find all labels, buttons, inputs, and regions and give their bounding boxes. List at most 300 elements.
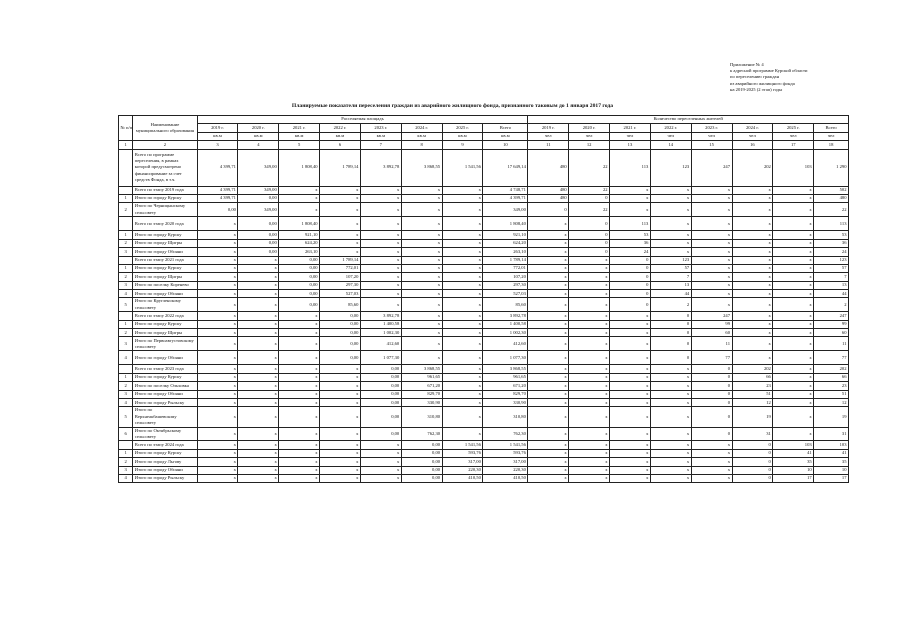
table-cell: x	[238, 337, 279, 351]
table-cell: 7	[650, 273, 691, 281]
table-cell: 103	[773, 149, 814, 186]
table-cell: 0	[569, 248, 610, 256]
table-cell: 13	[814, 281, 849, 289]
table-cell: 22	[814, 203, 849, 217]
table-cell: 0	[732, 441, 773, 449]
table-cell: x	[197, 264, 238, 272]
row-name: Всего по этапу 2022 года	[133, 312, 197, 320]
column-number: 8	[401, 141, 442, 149]
table-cell: x	[569, 399, 610, 407]
table-total-row	[119, 256, 849, 264]
table-cell: x	[691, 264, 732, 272]
table-cell: x	[442, 298, 483, 312]
table-cell: 593,76	[442, 449, 483, 457]
table-cell: 0	[610, 273, 651, 281]
table-cell: x	[320, 441, 361, 449]
table-cell: 24	[814, 248, 849, 256]
table-cell: x	[732, 329, 773, 337]
residents-unit-header: чел	[569, 132, 610, 140]
table-cell: x	[238, 399, 279, 407]
table-cell: x	[773, 373, 814, 381]
table-row	[119, 329, 849, 337]
table-cell: x	[197, 449, 238, 457]
area-unit-header: кв.м	[279, 132, 320, 140]
table-cell: x	[442, 390, 483, 398]
column-number: 9	[442, 141, 483, 149]
table-cell: 2	[650, 298, 691, 312]
table-cell: x	[279, 373, 320, 381]
table-cell: 0	[610, 264, 651, 272]
table-cell: x	[197, 427, 238, 441]
table-cell: x	[569, 475, 610, 483]
table-cell: x	[732, 320, 773, 328]
table-cell: x	[320, 365, 361, 373]
table-cell: x	[650, 365, 691, 373]
table-cell: x	[442, 256, 483, 264]
table-cell: x	[610, 320, 651, 328]
row-name: Итого по городу Курску	[133, 320, 197, 328]
column-number: 11	[528, 141, 569, 149]
table-cell: x	[691, 194, 732, 202]
table-cell: 772,01	[483, 264, 528, 272]
area-unit-header: кв.м	[197, 132, 238, 140]
table-cell: x	[773, 264, 814, 272]
row-name: Итого по городу Курску	[133, 194, 197, 202]
table-cell: x	[732, 290, 773, 298]
area-year-header: 2021 г.	[279, 124, 320, 132]
table-cell: x	[528, 382, 569, 390]
table-cell: x	[773, 365, 814, 373]
table-cell: 247	[691, 312, 732, 320]
table-cell: x	[279, 399, 320, 407]
table-cell: 480	[528, 186, 569, 194]
table-cell: 11	[814, 337, 849, 351]
table-cell: x	[320, 186, 361, 194]
table-cell: 103	[814, 441, 849, 449]
header-years-row	[119, 124, 849, 132]
table-cell: x	[773, 298, 814, 312]
table-cell: 3 868,55	[483, 365, 528, 373]
table-cell: 0	[691, 373, 732, 381]
table-cell: 0	[691, 382, 732, 390]
table-cell: 502	[814, 186, 849, 194]
table-cell: x	[650, 475, 691, 483]
row-name: Итого по городу Льгову	[133, 458, 197, 466]
table-cell: 23	[814, 382, 849, 390]
row-name: Итого по городу Курску	[133, 373, 197, 381]
table-cell: 961,65	[401, 373, 442, 381]
table-cell: 0,00	[320, 312, 361, 320]
row-num: 2	[119, 239, 133, 247]
table-cell: 247	[691, 149, 732, 186]
row-num: 2	[119, 382, 133, 390]
table-cell: 60	[691, 329, 732, 337]
appendix-line: из аварийного жилищного фонда	[730, 80, 795, 86]
column-number: 6	[320, 141, 361, 149]
table-cell: x	[691, 475, 732, 483]
table-cell: 480	[814, 194, 849, 202]
table-cell: x	[197, 217, 238, 231]
table-cell: x	[691, 290, 732, 298]
table-cell: x	[360, 475, 401, 483]
table-cell: x	[197, 458, 238, 466]
table-cell: 921,10	[483, 231, 528, 239]
table-cell: 0	[569, 194, 610, 202]
table-cell: x	[650, 203, 691, 217]
table-cell: 0	[691, 390, 732, 398]
table-cell: 480	[528, 194, 569, 202]
row-name: Итого по городу Курску	[133, 231, 197, 239]
table-cell: x	[569, 427, 610, 441]
table-cell: 0,00	[238, 248, 279, 256]
table-cell: x	[320, 458, 361, 466]
table-total-row	[119, 365, 849, 373]
table-cell: x	[320, 248, 361, 256]
table-cell: 349,00	[483, 203, 528, 217]
table-cell: 31	[732, 427, 773, 441]
table-cell: 24	[610, 248, 651, 256]
table-cell: x	[569, 390, 610, 398]
table-cell: x	[197, 373, 238, 381]
area-year-header: Всего	[483, 124, 528, 132]
residents-year-header: 2025 г.	[773, 124, 814, 132]
table-cell: 0,00	[401, 458, 442, 466]
table-cell: x	[528, 373, 569, 381]
row-num: 3	[119, 337, 133, 351]
table-cell: x	[401, 273, 442, 281]
table-cell: x	[691, 186, 732, 194]
table-cell: 297,30	[320, 281, 361, 289]
table-cell: 527,03	[483, 290, 528, 298]
table-cell: x	[320, 427, 361, 441]
table-cell: 51	[814, 390, 849, 398]
table-cell: x	[773, 203, 814, 217]
table-cell: x	[610, 449, 651, 457]
table-cell: 19	[732, 407, 773, 427]
residents-year-header: 2019 г.	[528, 124, 569, 132]
table-cell: 1 002,30	[360, 329, 401, 337]
table-cell: 0	[732, 449, 773, 457]
table-cell: x	[442, 407, 483, 427]
table-cell: 10	[814, 466, 849, 474]
table-cell: x	[528, 399, 569, 407]
table-cell: 36	[610, 239, 651, 247]
table-cell: x	[279, 449, 320, 457]
table-cell: x	[650, 466, 691, 474]
table-cell: x	[691, 231, 732, 239]
row-name: Итого по городу Обояни	[133, 466, 197, 474]
table-cell: x	[528, 427, 569, 441]
table-cell: x	[279, 186, 320, 194]
row-name: Итого по Первоавгустовскому сельсовету	[133, 337, 197, 351]
table-cell: x	[442, 312, 483, 320]
table-cell: x	[360, 217, 401, 231]
table-cell: 0,00	[401, 466, 442, 474]
table-cell: 123	[650, 256, 691, 264]
table-cell: x	[650, 194, 691, 202]
table-cell: x	[691, 256, 732, 264]
table-cell: 99	[691, 320, 732, 328]
row-name: Итого по городу Обояни	[133, 290, 197, 298]
table-cell: 317,00	[442, 458, 483, 466]
table-cell: x	[732, 248, 773, 256]
table-cell: x	[732, 239, 773, 247]
header-units-row	[119, 132, 849, 140]
table-cell: x	[610, 458, 651, 466]
table-cell: 4 399,71	[483, 194, 528, 202]
table-cell: 22	[569, 203, 610, 217]
table-cell: 3 868,55	[401, 365, 442, 373]
table-cell: x	[238, 273, 279, 281]
table-cell: 349,00	[238, 149, 279, 186]
table-cell: x	[569, 298, 610, 312]
table-cell: x	[442, 281, 483, 289]
table-cell: 53	[610, 231, 651, 239]
table-cell: 202	[732, 365, 773, 373]
table-cell: x	[691, 273, 732, 281]
table-cell: 0,00	[360, 407, 401, 427]
table-cell: 31	[814, 427, 849, 441]
table-cell: 921,10	[279, 231, 320, 239]
row-name: Всего по этапу 2020 года	[133, 217, 197, 231]
table-total-row	[119, 149, 849, 186]
table-cell: x	[401, 256, 442, 264]
table-cell: x	[238, 320, 279, 328]
table-cell: 0	[691, 365, 732, 373]
table-row	[119, 399, 849, 407]
table-cell: 107,20	[320, 273, 361, 281]
table-cell: x	[238, 312, 279, 320]
column-number: 14	[650, 141, 691, 149]
column-number: 2	[133, 141, 197, 149]
residents-unit-header: чел	[814, 132, 849, 140]
table-cell: x	[238, 441, 279, 449]
table-cell: x	[360, 203, 401, 217]
table-cell: x	[360, 186, 401, 194]
column-number: 3	[197, 141, 238, 149]
row-num: 1	[119, 449, 133, 457]
table-cell: x	[197, 256, 238, 264]
table-cell: 0,00	[401, 449, 442, 457]
row-num: 4	[119, 351, 133, 365]
table-row	[119, 337, 849, 351]
table-cell: 53	[814, 231, 849, 239]
table-cell: 1 808,40	[483, 217, 528, 231]
residents-unit-header: чел	[650, 132, 691, 140]
table-cell: x	[773, 290, 814, 298]
table-cell: x	[238, 390, 279, 398]
table-row	[119, 194, 849, 202]
table-cell: 113	[610, 217, 651, 231]
table-cell: x	[279, 337, 320, 351]
table-cell: x	[401, 194, 442, 202]
table-cell: x	[691, 466, 732, 474]
table-cell: x	[569, 256, 610, 264]
area-year-header: 2022 г.	[320, 124, 361, 132]
table-cell: x	[773, 382, 814, 390]
table-cell: x	[197, 248, 238, 256]
table-cell: x	[197, 231, 238, 239]
table-cell: x	[442, 186, 483, 194]
table-row	[119, 248, 849, 256]
table-cell: 0,00	[279, 281, 320, 289]
table-cell: x	[732, 351, 773, 365]
table-cell: x	[528, 407, 569, 427]
table-cell: x	[528, 458, 569, 466]
table-cell: 35	[773, 458, 814, 466]
table-cell: x	[401, 281, 442, 289]
table-cell: 624,20	[483, 239, 528, 247]
table-cell: 44	[814, 290, 849, 298]
table-cell: x	[320, 217, 361, 231]
table-cell: x	[773, 239, 814, 247]
table-cell: x	[401, 329, 442, 337]
table-cell: x	[528, 320, 569, 328]
table-cell: 0	[569, 217, 610, 231]
table-cell: x	[401, 320, 442, 328]
table-cell: x	[401, 203, 442, 217]
table-cell: x	[610, 407, 651, 427]
column-number: 17	[773, 141, 814, 149]
row-name: Итого по городу Рыльску	[133, 399, 197, 407]
table-cell: x	[360, 449, 401, 457]
row-num: 5	[119, 407, 133, 427]
table-cell: 220,30	[483, 466, 528, 474]
table-cell: x	[569, 312, 610, 320]
table-cell: 0	[732, 475, 773, 483]
table-cell: x	[610, 475, 651, 483]
table-cell: x	[569, 382, 610, 390]
table-cell: 310,80	[483, 407, 528, 427]
table-cell: 113	[610, 149, 651, 186]
table-cell: x	[569, 351, 610, 365]
table-cell: 0,00	[197, 203, 238, 217]
table-cell: x	[238, 256, 279, 264]
table-cell: 2	[814, 298, 849, 312]
table-cell: x	[360, 281, 401, 289]
column-number: 13	[610, 141, 651, 149]
table-cell: 330,90	[483, 399, 528, 407]
table-cell: x	[360, 290, 401, 298]
table-row	[119, 407, 849, 427]
table-cell: x	[569, 264, 610, 272]
row-name: Итого по городу Рыльску	[133, 475, 197, 483]
table-cell: 57	[650, 264, 691, 272]
table-cell: x	[279, 329, 320, 337]
table-cell: x	[401, 231, 442, 239]
table-cell: x	[650, 373, 691, 381]
table-cell: x	[197, 281, 238, 289]
table-cell: x	[442, 427, 483, 441]
header-area-group: Расселяемая площадь	[197, 116, 528, 124]
table-cell: x	[360, 441, 401, 449]
table-cell: x	[320, 466, 361, 474]
table-cell: x	[610, 466, 651, 474]
table-cell: x	[442, 231, 483, 239]
residents-year-header: 2020 г.	[569, 124, 610, 132]
table-cell: x	[691, 458, 732, 466]
table-cell: x	[197, 351, 238, 365]
table-cell: 17	[814, 475, 849, 483]
table-cell: x	[360, 231, 401, 239]
row-name: Итого по городу Щигры	[133, 273, 197, 281]
table-cell: x	[650, 248, 691, 256]
table-cell: 829,70	[401, 390, 442, 398]
table-row	[119, 264, 849, 272]
table-cell: x	[442, 351, 483, 365]
header-column-numbers	[119, 141, 849, 149]
table-cell: 593,76	[483, 449, 528, 457]
column-number: 5	[279, 141, 320, 149]
column-number: 12	[569, 141, 610, 149]
table-cell: x	[773, 217, 814, 231]
table-cell: 60	[814, 329, 849, 337]
column-number: 1	[119, 141, 133, 149]
table-cell: 410,50	[483, 475, 528, 483]
table-cell: x	[442, 399, 483, 407]
table-cell: 0	[650, 337, 691, 351]
header-num: № п/п	[119, 116, 133, 141]
residents-year-header: 2024 г.	[732, 124, 773, 132]
table-cell: 1 541,56	[442, 149, 483, 186]
table-cell: x	[691, 298, 732, 312]
table-cell: 0,00	[360, 373, 401, 381]
table-cell: 412,60	[360, 337, 401, 351]
table-cell: x	[773, 194, 814, 202]
table-cell: x	[320, 194, 361, 202]
table-cell: x	[279, 390, 320, 398]
table-cell: x	[238, 365, 279, 373]
table-cell: 0,00	[279, 256, 320, 264]
table-cell: 310,80	[401, 407, 442, 427]
residents-year-header: 2021 г.	[610, 124, 651, 132]
column-number: 7	[360, 141, 401, 149]
table-cell: x	[279, 351, 320, 365]
table-cell: x	[320, 373, 361, 381]
table-cell: 0	[732, 466, 773, 474]
table-cell: x	[279, 427, 320, 441]
table-cell: 4 399,71	[197, 149, 238, 186]
table-cell: 57	[814, 264, 849, 272]
table-cell: 0	[691, 399, 732, 407]
table-cell: x	[360, 194, 401, 202]
table-cell: 66	[732, 373, 773, 381]
table-cell: 1 077,30	[483, 351, 528, 365]
table-cell: x	[197, 441, 238, 449]
appendix-note	[730, 62, 890, 93]
table-cell: 0,00	[238, 194, 279, 202]
row-num: 6	[119, 427, 133, 441]
table-cell: 0	[732, 458, 773, 466]
table-cell: x	[279, 194, 320, 202]
table-body	[119, 149, 849, 483]
table-cell: x	[197, 475, 238, 483]
area-unit-header: кв.м	[401, 132, 442, 140]
table-cell: x	[610, 351, 651, 365]
table-cell: x	[773, 329, 814, 337]
table-cell: 0,00	[401, 475, 442, 483]
table-cell: 0,00	[279, 290, 320, 298]
table-cell: x	[691, 203, 732, 217]
table-cell: x	[732, 264, 773, 272]
table-cell: x	[442, 337, 483, 351]
row-num: 1	[119, 231, 133, 239]
table-cell: x	[610, 329, 651, 337]
table-cell: x	[197, 290, 238, 298]
table-cell: 0,00	[279, 298, 320, 312]
table-cell: x	[360, 273, 401, 281]
table-cell: 762,30	[483, 427, 528, 441]
